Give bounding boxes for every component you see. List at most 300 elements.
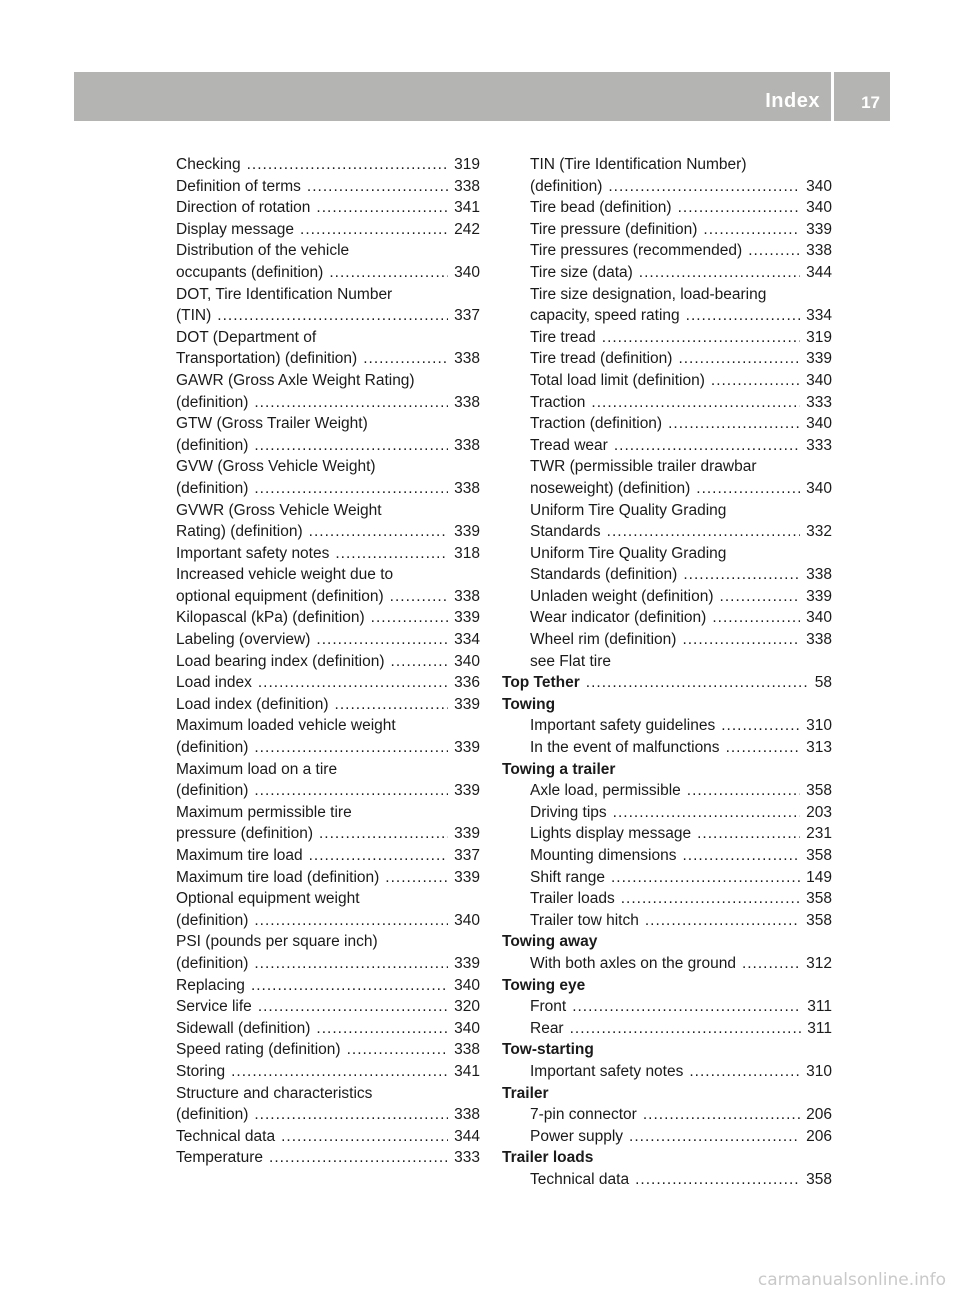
index-entry-text: Labeling (overview) xyxy=(176,631,311,649)
index-entry-text: GVW (Gross Vehicle Weight) xyxy=(176,458,376,476)
index-entry xyxy=(502,219,832,241)
index-entry xyxy=(176,521,480,543)
index-entry-text: Distribution of the vehicle xyxy=(176,242,350,260)
index-entry xyxy=(176,564,480,586)
dot-leader xyxy=(254,435,448,457)
index-entry-text: Uniform Tire Quality Grading xyxy=(530,544,727,562)
index-entry-text: Trailer xyxy=(502,1084,549,1102)
index-entry xyxy=(502,737,832,759)
index-entry-text: Traction (definition) xyxy=(530,415,663,433)
index-entry-page: 358 xyxy=(806,911,832,929)
index-entry-text: TIN (Tire Identification Number) xyxy=(530,156,747,173)
index-entry-text: Speed rating (definition) xyxy=(176,1041,341,1059)
index-entry-page: 231 xyxy=(806,825,832,843)
index-entry-page: 339 xyxy=(454,868,480,886)
dot-leader xyxy=(254,737,448,759)
index-entry-text: Tire tread (definition) xyxy=(530,350,673,368)
index-entry-page: 333 xyxy=(806,393,832,411)
index-entry-text: Uniform Tire Quality Grading xyxy=(530,501,727,519)
dot-leader xyxy=(572,996,801,1018)
index-entry-page: 334 xyxy=(806,307,832,325)
index-entry-text: (definition) xyxy=(176,911,249,929)
index-entry xyxy=(502,284,832,306)
index-entry xyxy=(176,845,480,867)
index-entry xyxy=(502,629,832,651)
index-entry xyxy=(176,413,480,435)
index-entry xyxy=(502,435,832,457)
page-number: 17 xyxy=(861,93,880,112)
index-entry xyxy=(176,1147,480,1169)
index-entry xyxy=(176,284,480,306)
index-entry-text: DOT (Department of xyxy=(176,328,317,346)
index-entry-page: 340 xyxy=(806,609,832,627)
dot-leader xyxy=(742,953,800,975)
index-entry-page: 337 xyxy=(454,847,480,864)
dot-leader xyxy=(689,1061,800,1083)
dot-leader xyxy=(678,197,801,219)
index-entry xyxy=(502,197,832,219)
index-entry-page: 339 xyxy=(454,954,480,972)
index-entry xyxy=(176,802,480,824)
index-entry-text: Axle load, permissible xyxy=(530,782,681,800)
index-entry xyxy=(502,672,832,694)
index-entry-page: 340 xyxy=(806,177,832,195)
index-entry xyxy=(176,737,480,759)
index-entry xyxy=(176,651,480,673)
index-entry xyxy=(502,154,832,176)
dot-leader xyxy=(726,737,801,759)
index-entry xyxy=(502,867,832,889)
index-entry-text: Maximum load on a tire xyxy=(176,760,338,778)
dot-leader xyxy=(629,1126,800,1148)
index-entry-page: 358 xyxy=(806,782,832,800)
index-entry xyxy=(502,1018,832,1040)
index-entry xyxy=(176,1083,480,1105)
index-column-right xyxy=(502,154,832,1191)
dot-leader xyxy=(307,176,448,198)
index-entry xyxy=(176,996,480,1018)
index-entry-text: Storing xyxy=(176,1062,226,1080)
index-entry-text: optional equipment (definition) xyxy=(176,587,384,605)
index-entry xyxy=(176,435,480,457)
index-entry-text: Shift range xyxy=(530,868,605,886)
dot-leader xyxy=(390,586,448,608)
index-entry-page: 337 xyxy=(454,307,480,325)
dot-leader xyxy=(591,392,800,414)
dot-leader xyxy=(635,1169,800,1191)
index-entry xyxy=(502,240,832,262)
index-entry-text: GTW (Gross Trailer Weight) xyxy=(176,415,368,433)
dot-leader xyxy=(570,1018,802,1040)
index-entry-text: Maximum loaded vehicle weight xyxy=(176,717,396,735)
index-entry xyxy=(502,1083,832,1105)
index-entry-page: 338 xyxy=(454,436,480,454)
dot-leader xyxy=(678,348,800,370)
index-entry-text: Sidewall (definition) xyxy=(176,1019,311,1037)
index-entry-page: 340 xyxy=(806,415,832,433)
index-entry-text: Tow-starting xyxy=(502,1041,594,1059)
index-entry xyxy=(502,500,832,522)
index-entry-text: GAWR (Gross Axle Weight Rating) xyxy=(176,371,415,389)
index-entry xyxy=(176,867,480,889)
index-entry-text: Towing away xyxy=(502,933,598,951)
index-entry-page: 242 xyxy=(454,220,480,238)
index-entry xyxy=(502,845,832,867)
dot-leader xyxy=(254,910,448,932)
index-entry-text: (definition) xyxy=(176,479,249,497)
index-entry xyxy=(176,348,480,370)
index-entry xyxy=(176,953,480,975)
index-entry xyxy=(502,888,832,910)
dot-leader xyxy=(686,305,800,327)
index-entry-text: (definition) xyxy=(176,782,249,800)
dot-leader xyxy=(316,197,448,219)
index-entry xyxy=(176,327,480,349)
index-entry-page: 340 xyxy=(806,479,832,497)
index-entry-text: Trailer loads xyxy=(530,890,615,908)
index-entry-page: 313 xyxy=(806,739,832,757)
dot-leader xyxy=(316,629,448,651)
index-entry xyxy=(176,1039,480,1061)
dot-leader xyxy=(696,478,800,500)
dot-leader xyxy=(281,1126,448,1148)
index-entry-text: Technical data xyxy=(530,1170,630,1188)
index-entry-page: 339 xyxy=(454,825,480,843)
index-entry-text: Wheel rim (definition) xyxy=(530,631,677,649)
dot-leader xyxy=(316,1018,448,1040)
index-entry xyxy=(502,607,832,629)
index-entry-text: Tire size designation, load-bearing xyxy=(530,285,767,303)
index-entry-text: occupants (definition) xyxy=(176,263,324,281)
index-entry-page: 339 xyxy=(454,782,480,800)
index-entry-page: 319 xyxy=(454,156,480,173)
dot-leader xyxy=(319,823,448,845)
index-entry xyxy=(502,456,832,478)
dot-leader xyxy=(329,262,448,284)
index-entry xyxy=(176,780,480,802)
index-entry-text: (TIN) xyxy=(176,307,212,325)
header-divider xyxy=(831,72,834,121)
index-entry xyxy=(176,305,480,327)
index-entry-text: (definition) xyxy=(176,954,249,972)
index-entry-text: Maximum tire load xyxy=(176,847,303,864)
index-entry-text: Tire tread xyxy=(530,328,596,346)
index-entry-text: Trailer loads xyxy=(502,1149,594,1167)
dot-leader xyxy=(711,370,800,392)
index-entry-text: Maximum tire load (definition) xyxy=(176,868,380,886)
index-entry-text: Important safety notes xyxy=(530,1062,684,1080)
index-entry-text: capacity, speed rating xyxy=(530,307,680,325)
index-entry-text: Traction xyxy=(530,393,586,411)
index-entry-page: 338 xyxy=(806,631,832,649)
dot-leader xyxy=(682,629,800,651)
dot-leader xyxy=(748,240,800,262)
index-entry-text: Important safety notes xyxy=(176,544,330,562)
index-entry-text: In the event of malfunctions xyxy=(530,739,720,757)
dot-leader xyxy=(347,1039,449,1061)
index-entry xyxy=(176,392,480,414)
index-entry xyxy=(502,759,832,781)
index-entry-text: (definition) xyxy=(530,177,603,195)
index-entry-text: Tread wear xyxy=(530,436,608,454)
index-entry-page: 339 xyxy=(454,695,480,713)
index-entry xyxy=(502,1126,832,1148)
watermark: carmanualsonline.info xyxy=(757,1270,946,1290)
index-entry-page: 339 xyxy=(806,587,832,605)
index-entry-page: 338 xyxy=(454,587,480,605)
index-entry xyxy=(502,802,832,824)
dot-leader xyxy=(613,802,800,824)
index-entry xyxy=(176,370,480,392)
dot-leader xyxy=(300,219,448,241)
index-entry-text: Maximum permissible tire xyxy=(176,803,352,821)
dot-leader xyxy=(335,543,448,565)
index-entry-text: Replacing xyxy=(176,976,245,994)
dot-leader xyxy=(645,910,800,932)
index-entry-text: Mounting dimensions xyxy=(530,847,677,864)
index-entry-text: Direction of rotation xyxy=(176,199,311,217)
index-entry xyxy=(176,823,480,845)
index-entry-page: 339 xyxy=(806,350,832,368)
dot-leader xyxy=(231,1061,448,1083)
index-entry xyxy=(502,975,832,997)
index-entry-page: 311 xyxy=(807,998,832,1016)
index-entry-page: 318 xyxy=(454,544,480,562)
index-entry-page: 334 xyxy=(454,631,480,649)
index-entry-page: 312 xyxy=(806,954,832,972)
index-entry xyxy=(502,996,832,1018)
index-entry xyxy=(176,197,480,219)
index-entry-text: Total load limit (definition) xyxy=(530,371,705,389)
index-entry-page: 310 xyxy=(806,1062,832,1080)
index-entry-text: (definition) xyxy=(176,1106,249,1124)
dot-leader xyxy=(586,672,809,694)
index-entry-text: Structure and characteristics xyxy=(176,1084,373,1102)
index-entry-text: Temperature xyxy=(176,1149,264,1167)
index-entry-text: Wear indicator (definition) xyxy=(530,609,707,627)
dot-leader xyxy=(643,1104,800,1126)
index-entry xyxy=(502,262,832,284)
dot-leader xyxy=(247,154,449,176)
index-entry xyxy=(502,564,832,586)
dot-leader xyxy=(309,521,448,543)
index-entry-page: 338 xyxy=(454,393,480,411)
index-entry xyxy=(176,176,480,198)
dot-leader xyxy=(720,586,801,608)
index-entry-text: Service life xyxy=(176,998,252,1016)
dot-leader xyxy=(258,996,448,1018)
index-entry-text: pressure (definition) xyxy=(176,825,313,843)
index-entry-text: Rating) (definition) xyxy=(176,523,303,541)
index-entry-page: 149 xyxy=(806,868,832,886)
index-entry-text: Optional equipment weight xyxy=(176,890,360,908)
index-entry xyxy=(176,694,480,716)
index-entry-page: 310 xyxy=(806,717,832,735)
index-entry-page: 320 xyxy=(454,998,480,1016)
index-entry xyxy=(176,607,480,629)
index-entry-page: 341 xyxy=(454,1062,480,1080)
index-entry-page: 339 xyxy=(454,609,480,627)
index-entry-text: Tire size (data) xyxy=(530,263,633,281)
index-entry-page: 339 xyxy=(454,523,480,541)
dot-leader xyxy=(309,845,449,867)
index-entry xyxy=(176,1126,480,1148)
index-entry-text: Technical data xyxy=(176,1127,276,1145)
index-entry-page: 358 xyxy=(806,1170,832,1188)
index-entry xyxy=(502,1039,832,1061)
dot-leader xyxy=(683,564,800,586)
index-entry-text: Transportation) (definition) xyxy=(176,350,358,368)
index-entry-text: GVWR (Gross Vehicle Weight xyxy=(176,501,382,519)
index-entry-page: 340 xyxy=(454,652,480,670)
index-entry-text: Driving tips xyxy=(530,803,607,821)
index-entry xyxy=(502,543,832,565)
index-entry-text: Load index xyxy=(176,674,252,692)
index-entry-text: DOT, Tire Identification Number xyxy=(176,285,393,303)
index-entry xyxy=(502,823,832,845)
index-entry xyxy=(502,392,832,414)
index-entry-text: Front xyxy=(530,998,567,1016)
section-title: Index xyxy=(765,90,820,112)
index-entry-text: With both axles on the ground xyxy=(530,954,736,972)
dot-leader xyxy=(721,715,800,737)
index-entry xyxy=(176,931,480,953)
index-entry xyxy=(502,1061,832,1083)
index-entry-text: Load bearing index (definition) xyxy=(176,652,385,670)
index-entry-text: see Flat tire xyxy=(530,652,611,670)
index-entry-page: 58 xyxy=(814,674,832,692)
dot-leader xyxy=(607,521,800,543)
index-entry xyxy=(176,975,480,997)
dot-leader xyxy=(639,262,800,284)
index-entry-text: (definition) xyxy=(176,436,249,454)
dot-leader xyxy=(697,823,800,845)
dot-leader xyxy=(254,780,448,802)
index-entry xyxy=(502,780,832,802)
index-entry-page: 338 xyxy=(454,1106,480,1124)
index-entry-text: Lights display message xyxy=(530,825,692,843)
dot-leader xyxy=(682,845,800,867)
dot-leader xyxy=(611,867,800,889)
index-entry xyxy=(502,521,832,543)
index-entry-text: Increased vehicle weight due to xyxy=(176,566,394,584)
index-entry-page: 203 xyxy=(806,803,832,821)
page-header xyxy=(74,72,890,121)
index-entry-page: 340 xyxy=(454,263,480,281)
index-entry-page: 336 xyxy=(454,674,480,692)
dot-leader xyxy=(371,607,448,629)
index-entry xyxy=(176,1104,480,1126)
index-entry xyxy=(502,1147,832,1169)
index-entry-text: noseweight) (definition) xyxy=(530,479,691,497)
index-entry xyxy=(176,759,480,781)
index-entry-text: Display message xyxy=(176,220,295,238)
index-entry xyxy=(502,1169,832,1191)
index-entry xyxy=(502,953,832,975)
index-entry-text: Power supply xyxy=(530,1127,624,1145)
dot-leader xyxy=(614,435,800,457)
dot-leader xyxy=(391,651,449,673)
index-entry xyxy=(176,1018,480,1040)
index-entry-text: Towing eye xyxy=(502,976,586,994)
dot-leader xyxy=(254,392,448,414)
index-entry-text: Top Tether xyxy=(502,674,580,692)
index-entry-page: 341 xyxy=(454,199,480,217)
dot-leader xyxy=(668,413,800,435)
index-entry-page: 340 xyxy=(806,371,832,389)
index-entry-page: 338 xyxy=(454,1041,480,1059)
dot-leader xyxy=(251,975,448,997)
index-entry-text: Important safety guidelines xyxy=(530,717,716,735)
index-entry-page: 206 xyxy=(806,1106,832,1124)
index-entry-text: Tire bead (definition) xyxy=(530,199,672,217)
index-entry xyxy=(502,715,832,737)
dot-leader xyxy=(363,348,448,370)
dot-leader xyxy=(254,953,448,975)
dot-leader xyxy=(258,672,448,694)
dot-leader xyxy=(385,867,448,889)
index-entry-text: Definition of terms xyxy=(176,177,301,195)
index-entry-page: 340 xyxy=(454,1019,480,1037)
dot-leader xyxy=(254,1104,448,1126)
index-entry xyxy=(176,478,480,500)
index-entry-text: PSI (pounds per square inch) xyxy=(176,933,378,951)
index-entry-text: Tire pressures (recommended) xyxy=(530,242,743,260)
dot-leader xyxy=(608,176,800,198)
index-entry-text: Standards xyxy=(530,523,601,541)
index-entry-page: 333 xyxy=(806,436,832,454)
index-entry-page: 319 xyxy=(806,328,832,346)
index-entry xyxy=(176,672,480,694)
index-entry-page: 206 xyxy=(806,1127,832,1145)
index-entry xyxy=(502,348,832,370)
index-entry xyxy=(176,262,480,284)
index-entry-text: (definition) xyxy=(176,393,249,411)
index-entry xyxy=(176,586,480,608)
index-entry-page: 338 xyxy=(454,350,480,368)
index-entry-text: Load index (definition) xyxy=(176,695,329,713)
index-entry-page: 338 xyxy=(454,177,480,195)
index-entry-page: 338 xyxy=(454,479,480,497)
index-entry xyxy=(176,240,480,262)
index-entry xyxy=(176,715,480,737)
dot-leader xyxy=(703,219,800,241)
dot-leader xyxy=(335,694,449,716)
index-entry-text: TWR (permissible trailer drawbar xyxy=(530,458,757,476)
index-entry xyxy=(176,888,480,910)
index-entry-text: Unladen weight (definition) xyxy=(530,587,714,605)
index-entry xyxy=(502,931,832,953)
index-entry xyxy=(502,327,832,349)
dot-leader xyxy=(602,327,800,349)
dot-leader xyxy=(712,607,800,629)
index-entry xyxy=(502,910,832,932)
index-entry-page: 344 xyxy=(806,263,832,281)
dot-leader xyxy=(687,780,800,802)
dot-leader xyxy=(269,1147,448,1169)
index-entry xyxy=(502,694,832,716)
index-entry xyxy=(502,413,832,435)
index-entry-page: 340 xyxy=(454,911,480,929)
index-entry xyxy=(502,1104,832,1126)
index-entry-text: Kilopascal (kPa) (definition) xyxy=(176,609,365,627)
index-entry xyxy=(502,651,832,673)
index-entry-text: 7-pin connector xyxy=(530,1106,637,1124)
index-entry-text: Rear xyxy=(530,1019,564,1037)
index-column-left xyxy=(176,154,480,1169)
index-entry xyxy=(176,543,480,565)
index-entry-page: 332 xyxy=(806,523,832,541)
